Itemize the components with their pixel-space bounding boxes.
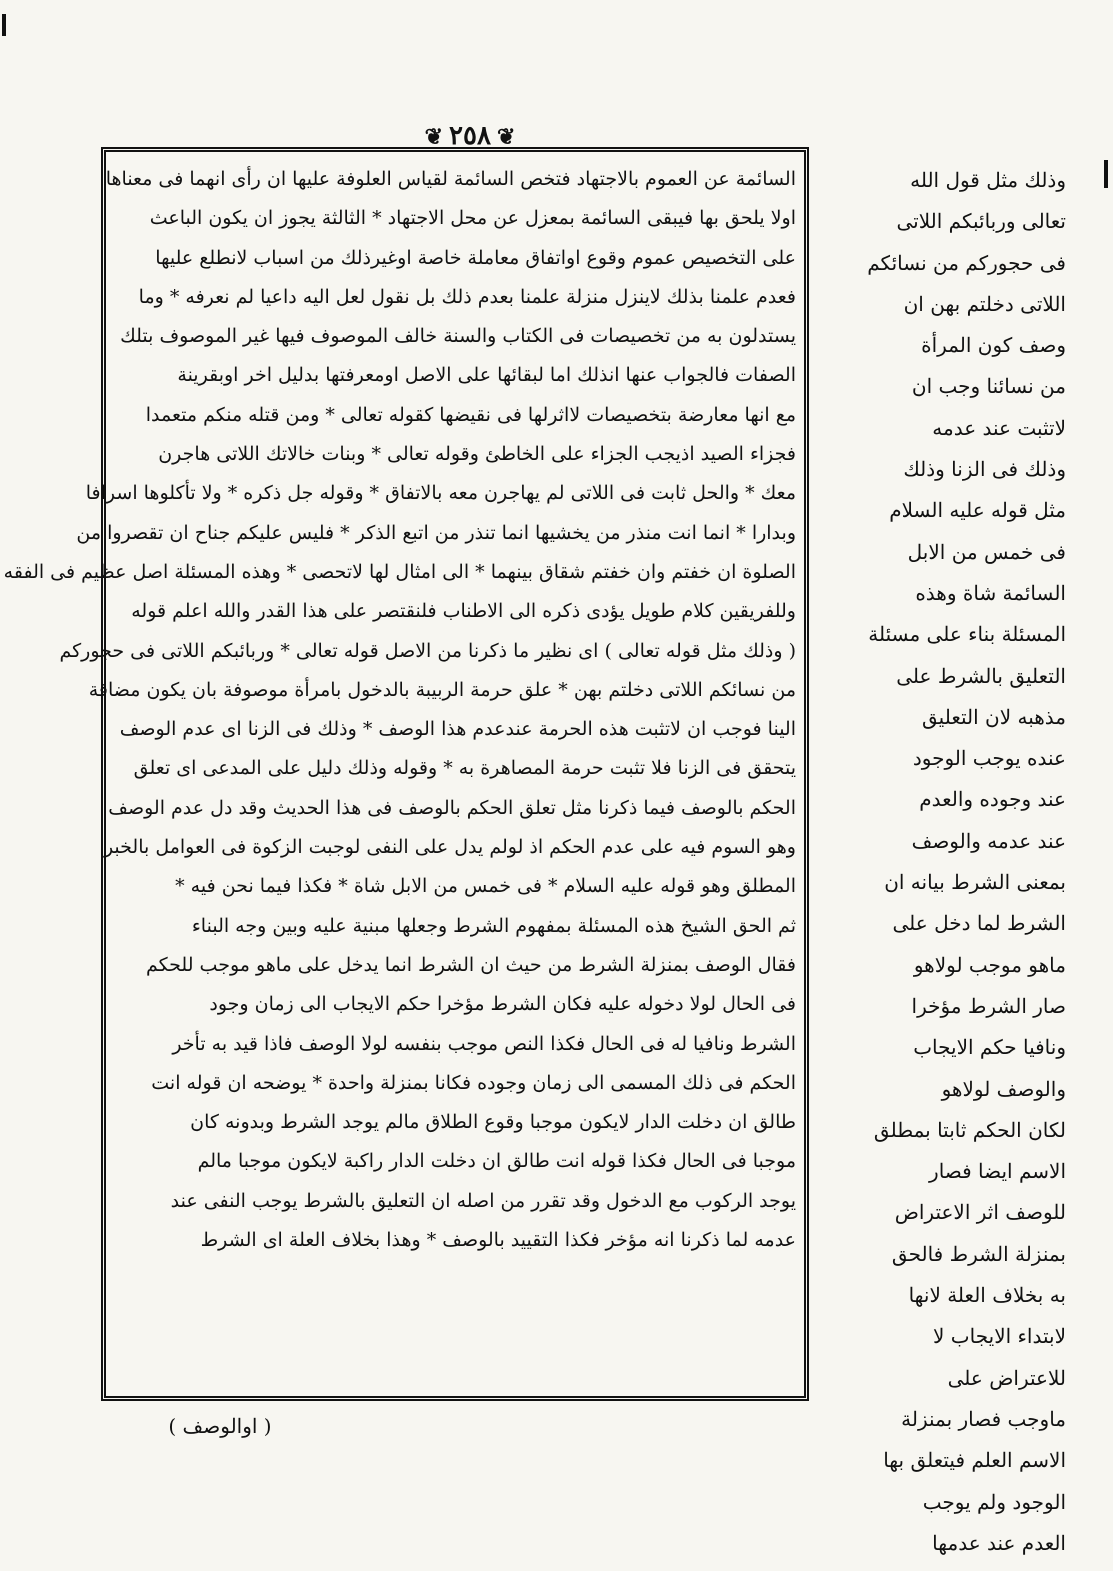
margin-line: تعالى وربائبكم اللاتى — [896, 209, 1066, 234]
margin-line: للوصف اثر الاعتراض — [894, 1200, 1066, 1225]
margin-line: من نسائنا وجب ان — [911, 374, 1066, 399]
text-line: وللفريقين كلام طويل يؤدى ذكره الى الاطناب فلنقتصر على هذا القدر والله اعلم قوله — [131, 600, 796, 623]
margin-line: فى خمس من الابل — [907, 539, 1066, 564]
text-line: الينا فوجب ان لاتثبت هذه الحرمة عندعدم هذا الوصف * وذلك فى الزنا اى عدم الوصف — [119, 718, 796, 741]
text-line: اولا يلحق بها فيبقى السائمة بمعزل عن محل الاجتهاد * الثالثة يجوز ان يكون الباعث — [149, 207, 796, 230]
text-line: وبدارا * انما انت منذر من يخشيها انما تنذر من اتبع الذكر * فليس عليكم جناح ان تقصروا من — [76, 521, 796, 544]
margin-line: مذهبه لان التعليق — [922, 704, 1066, 729]
margin-line: الاسم العلم فيتعلق بها — [883, 1448, 1066, 1473]
ornament-right-icon: ❦ — [496, 124, 516, 150]
text-line: فقال الوصف بمنزلة الشرط من حيث ان الشرط انما يدخل على ماهو موجب للحكم — [146, 953, 796, 976]
catchword: ( اوالوصف ) — [168, 1414, 272, 1438]
text-line: يوجد الركوب مع الدخول وقد تقرر من اصله ان التعليق بالشرط يوجب النفى عند — [170, 1189, 796, 1212]
margin-line: الوجود ولم يوجب — [922, 1489, 1066, 1514]
margin-line: عند وجوده والعدم — [919, 787, 1066, 812]
margin-line: عنده يوجب الوجود — [912, 746, 1066, 771]
text-line: ثم الحق الشيخ هذه المسئلة بمفهوم الشرط وجعلها مبنية عليه وبين وجه البناء — [191, 914, 796, 937]
margin-line: لكان الحكم ثابتا بمطلق — [873, 1117, 1066, 1142]
text-line: الحكم بالوصف فيما ذكرنا مثل تعلق الحكم بالوصف فى هذا الحديث وقد دل عدم الوصف — [108, 796, 796, 819]
text-line: ( وذلك مثل قوله تعالى ) اى نظير ما ذكرنا من الاصل قوله تعالى * وربائبكم اللاتى فى حجوركم — [59, 639, 796, 662]
margin-line: بمعنى الشرط بيانه ان — [884, 870, 1066, 895]
text-line: مع انها معارضة بتخصيصات لااثرلها فى نقيضها كقوله تعالى * ومن قتله منكم متعمدا — [145, 403, 796, 426]
margin-line: عند عدمه والوصف — [911, 828, 1066, 853]
margin-line: وصف كون المرأة — [921, 333, 1066, 358]
margin-line: ماهو موجب لولاهو — [913, 952, 1066, 977]
margin-line: للاعتراض على — [947, 1365, 1066, 1390]
ornament-left-icon: ❦ — [424, 124, 444, 150]
text-line: الحكم فى ذلك المسمى الى زمان وجوده فكانا بمنزلة واحدة * يوضحه ان قوله انت — [151, 1071, 796, 1094]
text-line: الصفات فالجواب عنها انذلك اما لبقائها على الاصل اومعرفتها بدليل اخر اوبقرينة — [177, 364, 796, 387]
text-line: فعدم علمنا بذلك لاينزل منزلة علمنا بعدم ذلك بل نقول لعل اليه داعيا لم نعرفه * وما — [138, 285, 796, 308]
main-text-frame — [3, 147, 809, 1401]
margin-line: السائمة شاة وهذه — [915, 580, 1066, 605]
text-line: على التخصيص عموم وقوع اواتفاق معاملة خاصة اوغيرذلك من اسباب لانطلع عليها — [155, 246, 796, 269]
margin-line: مثل قوله عليه السلام — [889, 498, 1066, 523]
margin-line: ماوجب فصار بمنزلة — [901, 1406, 1066, 1431]
margin-line: العدم عند عدمها — [932, 1530, 1066, 1555]
text-line: موجبا فى الحال فكذا قوله انت طالق ان دخلت الدار راكبة لايكون موجبا مالم — [197, 1150, 796, 1173]
margin-line: بمنزلة الشرط فالحق — [891, 1241, 1066, 1266]
text-line: يتحقق فى الزنا فلا تثبت حرمة المصاهرة به * وقوله وذلك دليل على المدعى اى تعلق — [133, 757, 796, 780]
text-line: طالق ان دخلت الدار لايكون موجبا وقوع الطلاق مالم يوجد الشرط وبدونه كان — [190, 1111, 796, 1134]
margin-line: وذلك مثل قول الله — [910, 168, 1066, 192]
margin-line: الاسم ايضا فصار — [929, 1159, 1066, 1184]
margin-line: التعليق بالشرط على — [896, 663, 1066, 688]
margin-commentary — [814, 160, 1066, 1555]
margin-line: فى حجوركم من نسائكم — [867, 250, 1066, 275]
margin-line: صار الشرط مؤخرا — [911, 993, 1066, 1018]
text-line: السائمة عن العموم بالاجتهاد فتخص السائمة لقياس العلوفة عليها ان رأى انهما فى معناها — [105, 168, 796, 190]
margin-line: المسئلة بناء على مسئلة — [868, 622, 1066, 647]
margin-line: والوصف لولاهو — [941, 1076, 1066, 1101]
main-text-body — [3, 160, 796, 1390]
text-line: يستدلون به من تخصيصات فى الكتاب والسنة خالف الموصوف فيها غير الموصوف بتلك — [120, 325, 796, 348]
margin-line: الشرط لما دخل على — [892, 911, 1066, 936]
text-line: فجزاء الصيد اذيجب الجزاء على الخاطئ وقوله تعالى * وبنات خالاتك اللاتى هاجرن — [158, 443, 796, 466]
margin-line: ونافيا حكم الايجاب — [913, 1035, 1066, 1060]
text-line: المطلق وهو قوله عليه السلام * فى خمس من الابل شاة * فكذا فيما نحن فيه * — [175, 875, 796, 898]
right-edge-mark — [1104, 160, 1108, 188]
margin-line: لاتثبت عند عدمه — [932, 415, 1066, 440]
margin-line: وذلك فى الزنا وذلك — [903, 457, 1066, 482]
text-line: الصلوة ان خفتم وان خفتم شقاق بينهما * الى امثال لها لاتحصى * وهذه المسئلة اصل عظيم فى الفقه — [3, 560, 796, 583]
margin-line: به بخلاف العلة لانها — [908, 1283, 1066, 1308]
left-edge-mark — [2, 14, 6, 36]
text-line: من نسائكم اللاتى دخلتم بهن * علق حرمة الربيبة بالدخول بامرأة موصوفة بان يكون مضافة — [88, 678, 796, 701]
text-line: الشرط ونافيا له فى الحال فكذا النص موجب بنفسه لولا الوصف فاذا قيد به تأخر — [172, 1032, 796, 1055]
page-number: ❦ ٢٥٨ ❦ — [424, 121, 516, 151]
text-line: عدمه لما ذكرنا انه مؤخر فكذا التقييد بالوصف * وهذا بخلاف العلة اى الشرط — [200, 1229, 796, 1252]
margin-line: لابتداء الايجاب لا — [933, 1324, 1066, 1349]
text-line: معك * والحل ثابت فى اللاتى لم يهاجرن معه بالاتفاق * وقوله جل ذكره * ولا تأكلوها اسرافا — [85, 482, 796, 505]
text-line: فى الحال لولا دخوله عليه فكان الشرط مؤخرا حكم الايجاب الى زمان وجود — [209, 993, 796, 1016]
text-line: وهو السوم فيه على عدم الحكم اذ لولم يدل على النفى لوجبت الزكوة فى العوامل بالخبر — [103, 836, 796, 859]
margin-line: اللاتى دخلتم بهن ان — [903, 291, 1066, 316]
